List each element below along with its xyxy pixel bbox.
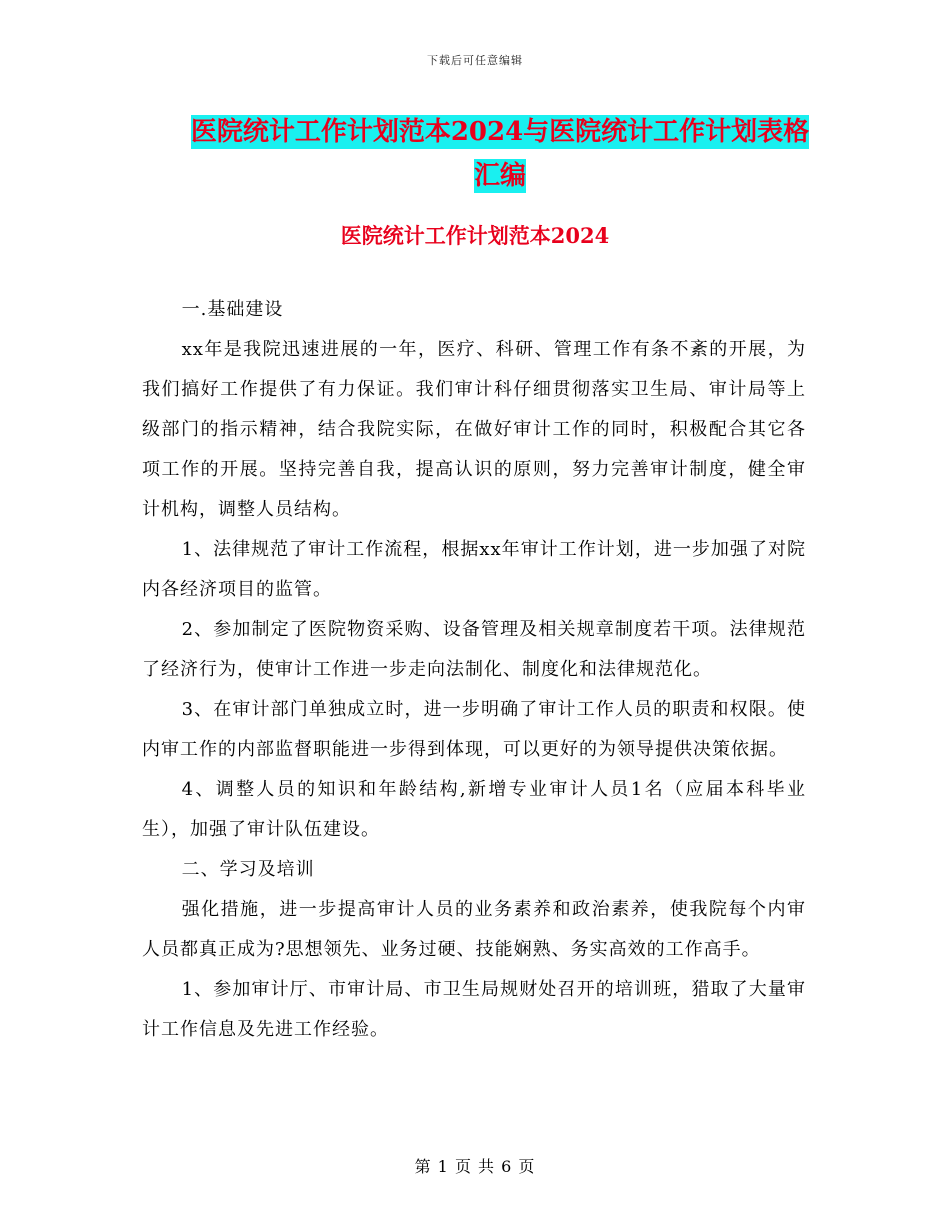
paragraph: 一.基础建设 xyxy=(181,299,284,320)
paragraph: 1、法律规范了审计工作流程，根据xx年审计工作计划，进一步加强了对院内各经济项目的监管。 xyxy=(142,539,806,600)
document-title xyxy=(190,110,810,198)
paragraph: xx年是我院迅速进展的一年，医疗、科研、管理工作有条不紊的开展，为我们搞好工作提供了有力保证。我们审计科仔细贯彻落实卫生局、审计局等上级部门的指示精神，结合我院实际，在做好审计工作的同时，积极配合其它各项工作的开展。坚持完善自我，提高认识的原则，努力完善审计制度，健全审计机构，调整人员结构。 xyxy=(142,339,806,520)
header-note: 下载后可任意编辑 xyxy=(427,54,523,67)
paragraph: 2、参加制定了医院物资采购、设备管理及相关规章制度若干项。法律规范了经济行为，使审计工作进一步走向法制化、制度化和法律规范化。 xyxy=(142,619,806,680)
paragraph: 强化措施，进一步提高审计人员的业务素养和政治素养，使我院每个内审人员都真正成为?思想领先、业务过硬、技能娴熟、务实高效的工作高手。 xyxy=(142,899,806,960)
paragraph: 1、参加审计厅、市审计局、市卫生局规财处召开的培训班，猎取了大量审计工作信息及先进工作经验。 xyxy=(142,979,806,1040)
paragraph: 3、在审计部门单独成立时，进一步明确了审计工作人员的职责和权限。使内审工作的内部监督职能进一步得到体现，可以更好的为领导提供决策依据。 xyxy=(142,699,806,760)
paragraph: 二、学习及培训 xyxy=(181,859,315,880)
document-title-line-1: 医院统计工作计划范本2024与医院统计工作计划表格 xyxy=(190,117,810,147)
document-body xyxy=(142,290,806,1050)
page-footer: 第 1 页 共 6 页 xyxy=(414,1157,536,1176)
document-title-line-2: 汇编 xyxy=(473,161,526,191)
section-title: 医院统计工作计划范本2024 xyxy=(340,223,610,248)
paragraph: 4、调整人员的知识和年龄结构,新增专业审计人员1名（应届本科毕业生），加强了审计队伍建设。 xyxy=(142,779,806,840)
